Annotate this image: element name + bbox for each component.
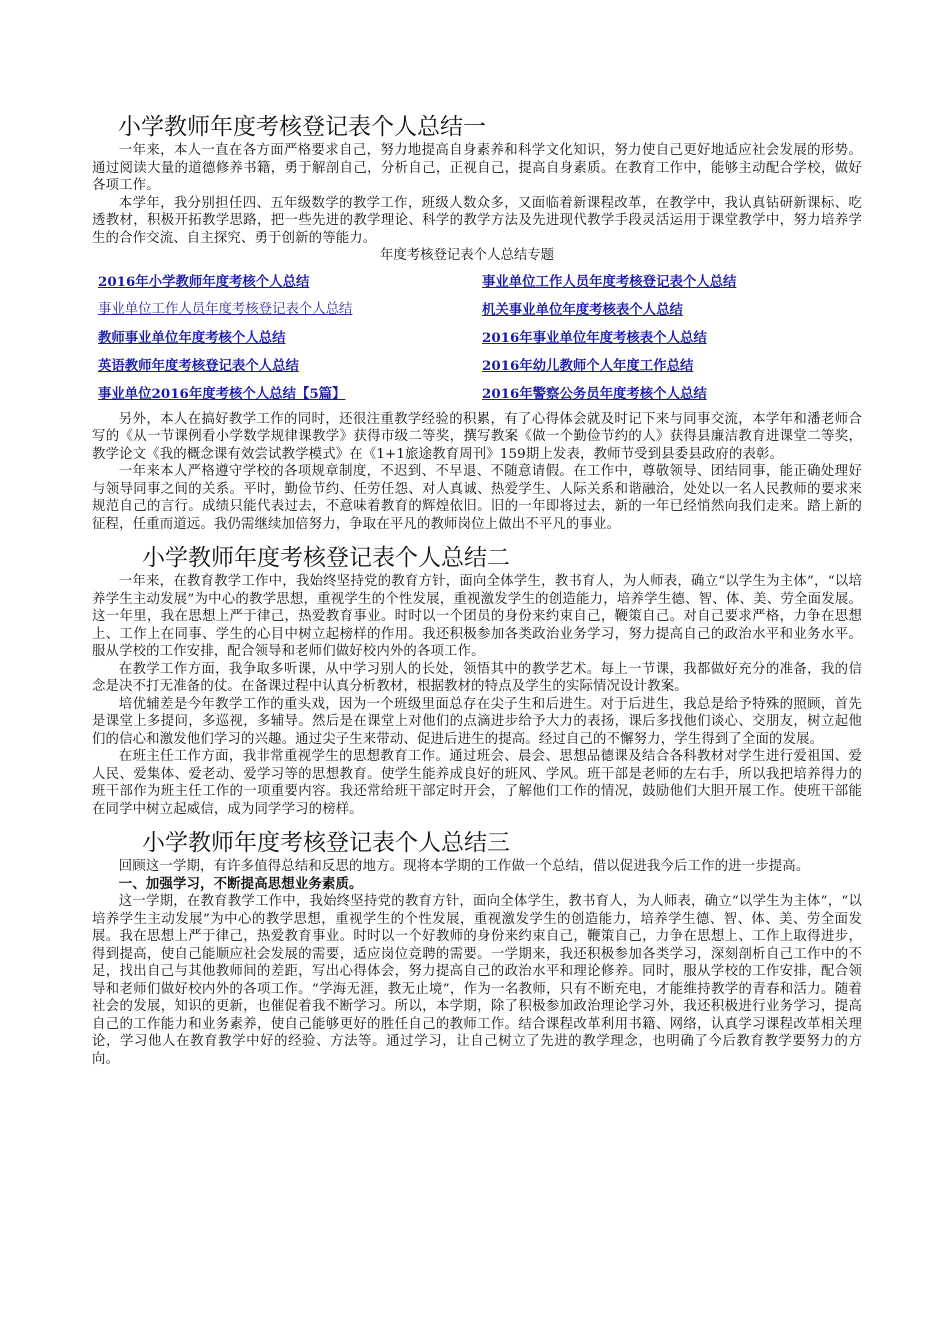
related-link[interactable]: 英语教师年度考核登记表个人总结 (98, 357, 299, 374)
paragraph: 在教学工作方面，我争取多听课，从中学习别人的长处，领悟其中的教学艺术。每上一节课，我都做好充分的准备，我的信念是决不打无准备的仗。在备课过程中认真分析教材，根据教材的特点及学生的实际情况设计教案。 (92, 661, 862, 694)
paragraph: 一年来，本人一直在各方面严格要求自己，努力地提高自身素养和科学文化知识，努力使自己更好地适应社会发展的形势。通过阅读大量的道德修养书籍，勇于解剖自己，分析自己，正视自己，提高自身素质。在教育工作中，能够主动配合学校，做好各项工作。 (92, 143, 862, 193)
paragraph: 在班主任工作方面，我非常重视学生的思想教育工作。通过班会、晨会、思想品德课及结合各科教材对学生进行爱祖国、爱人民、爱集体、爱老动、爱学习等的思想教育。使学生能养成良好的班风、学风。班干部是老师的左右手，所以我把培养得力的班干部作为班主任工作的一项重要内容。我还常给班干部定时开会，了解他们工作的情况，鼓励他们大胆开展工作。使班干部能在同学中树立起威信，成为同学学习的榜样。 (92, 749, 862, 817)
related-link[interactable]: 事业单位2016年度考核个人总结【5篇】 (98, 385, 346, 402)
paragraph: 一年来，在教育教学工作中，我始终坚持党的教育方针，面向全体学生，教书育人，为人师表，确立“以学生为主体”，“以培养学生主动发展”为中心的教学思想，重视学生的个性发展，重视激发学生的创造能力，培养学生德、智、体、美、劳全面发展。这一年里，我在思想上严于律己，热爱教育事业。时时以一个团员的身份来约束自己，鞭策自己。对自己要求严格，力争在思想上、工作上在同事、学生的心目中树立起榜样的作用。我还积极参加各类政治业务学习，努力提高自己的政治水平和业务水平。服从学校的工作安排，配合领导和老师们做好校内外的各项工作。 (92, 574, 862, 659)
paragraph: 回顾这一学期，有许多值得总结和反思的地方。现将本学期的工作做一个总结，借以促进我今后工作的进一步提高。 (118, 859, 810, 874)
related-link[interactable]: 2016年幼儿教师个人年度工作总结 (482, 357, 694, 374)
section-title-1: 小学教师年度考核登记表个人总结一 (118, 114, 486, 140)
related-links (98, 268, 862, 408)
section-title-2: 小学教师年度考核登记表个人总结二 (142, 545, 510, 571)
subheading: 一、加强学习，不断提高思想业务素质。 (118, 875, 363, 892)
related-link[interactable]: 机关事业单位年度考核表个人总结 (482, 301, 683, 318)
related-link[interactable]: 2016年事业单位年度考核表个人总结 (482, 329, 707, 346)
paragraph: 本学年，我分别担任四、五年级数学的教学工作，班级人数众多，又面临着新课程改革，在教学中，我认真钻研新课标、吃透教材，积极开拓教学思路，把一些先进的教学理论、科学的教学方法及先进现代教学手段灵活运用于课堂教学中，努力培养学生的合作交流、自主探究、勇于创新的等能力。 (92, 195, 862, 246)
paragraph: 培优辅差是今年教学工作的重头戏，因为一个班级里面总存在尖子生和后进生。对于后进生，我总是给予特殊的照顾，首先是课堂上多提问，多巡视，多辅导。然后是在课堂上对他们的点滴进步给予大力的表扬，课后多找他们谈心、交朋友，树立起他们的信心和激发他们学习的兴趣。通过尖子生来带动、促进后进生的提高。经过自己的不懈努力，学生得到了全面的发展。 (92, 696, 862, 747)
related-link[interactable]: 2016年小学教师年度考核个人总结 (98, 273, 310, 290)
related-link[interactable]: 事业单位工作人员年度考核登记表个人总结 (98, 301, 353, 317)
section-title-3: 小学教师年度考核登记表个人总结三 (142, 830, 510, 856)
document-page (92, 112, 862, 1068)
related-link[interactable]: 2016年警察公务员年度考核个人总结 (482, 385, 707, 402)
related-link[interactable]: 教师事业单位年度考核个人总结 (98, 329, 286, 346)
related-link[interactable]: 事业单位工作人员年度考核登记表个人总结 (482, 273, 737, 290)
special-topic-label: 年度考核登记表个人总结专题 (379, 248, 555, 263)
paragraph: 这一学期，在教育教学工作中，我始终坚持党的教育方针，面向全体学生，教书育人，为人师表，确立“以学生为主体”，“以培养学生主动发展”为中心的教学思想，重视学生的个性发展，重视激发学生的创造能力，培养学生德、智、体、美、劳全面发展。我在思想上严于律己，热爱教育事业。时时以一个好教师的身份来约束自己，鞭策自己，力争在思想上、工作上取得进步，得到提高，使自己能顺应社会发展的需要，适应岗位竞聘的需要。一学期来，我还积极参加各类学习，深刻剖析自己工作中的不足，找出自己与其他教师间的差距，写出心得体会，努力提高自己的政治水平和理论修养。同时，服从学校的工作安排，配合领导和老师们做好校内外的各项工作。“学海无涯，教无止境”，作为一名教师，只有不断充电，才能维持教学的青春和活力。随着社会的发展，知识的更新，也催促着我不断学习。所以，本学期，除了积极参加政治理论学习外，我还积极进行业务学习，提高自己的工作能力和业务素养，使自己能够更好的胜任自己的教师工作。结合课程改革利用书籍、网络，认真学习课程改革相关理论，学习他人在教育教学中好的经验、方法等。通过学习，让自己树立了先进的教学理念，也明确了今后教育教学要努力的方向。 (92, 894, 862, 1067)
paragraph: 一年来本人严格遵守学校的各项规章制度，不迟到、不早退、不随意请假。在工作中，尊敬领导、团结同事，能正确处理好与领导同事之间的关系。平时，勤俭节约、任劳任怨、对人真诚、热爱学生、人际关系和谐融洽，处处以一名人民教师的要求来规范自己的言行。成绩只能代表过去，不意味着教育的辉煌依旧。旧的一年即将过去，新的一年已经悄然向我们走来。踏上新的征程，任重而道远。我仍需继续加倍努力，争取在平凡的教师岗位上做出不平凡的事业。 (92, 464, 862, 532)
paragraph: 另外，本人在搞好教学工作的同时，还很注重教学经验的积累，有了心得体会就及时记下来与同事交流，本学年和潘老师合写的《从一节课例看小学数学规律课教学》获得市级二等奖，撰写教案《做一个勤俭节约的人》获得县廉洁教育进课堂二等奖，教学论文《我的概念课有效尝试教学模式》在《1+1旅途教育周刊》159期上发表，教师节受到县委县政府的表彰。 (92, 411, 862, 462)
